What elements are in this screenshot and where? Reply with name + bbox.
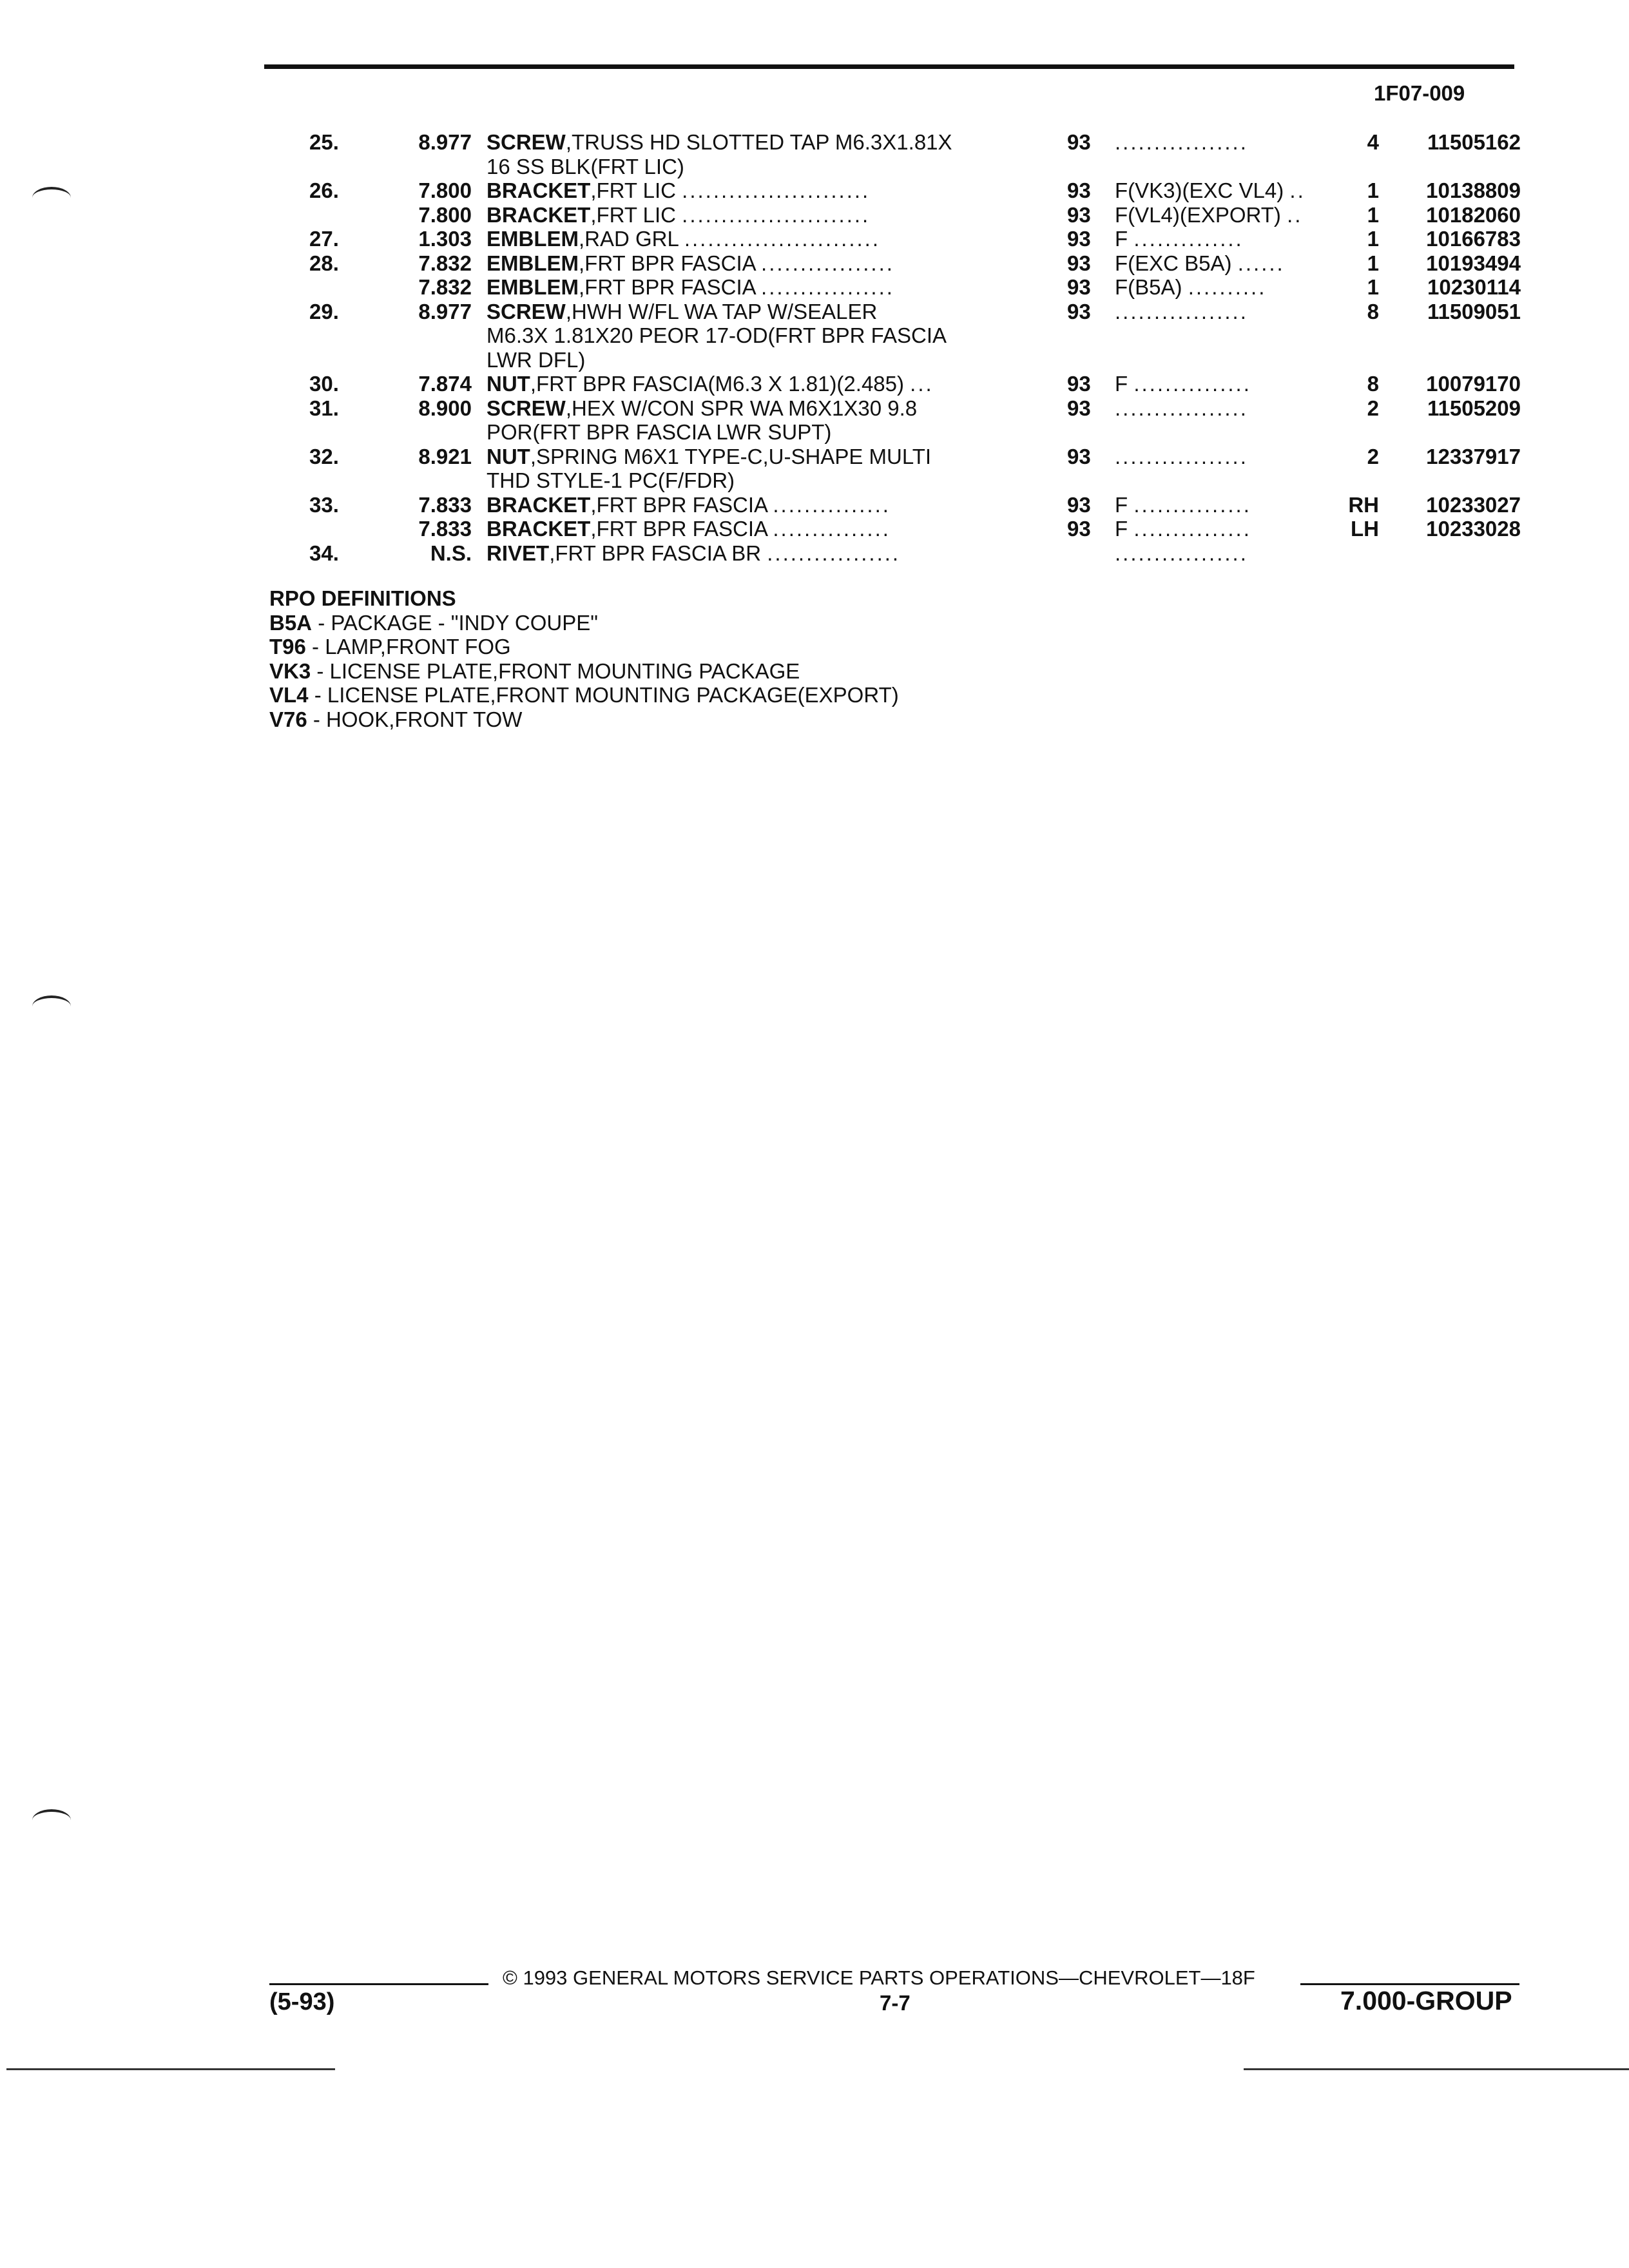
rpo-code: V76 <box>269 707 307 731</box>
rpo-code: VK3 <box>269 658 311 683</box>
parts-row <box>0 251 1629 276</box>
usage-code <box>1115 227 1334 251</box>
part-number: 10138809 <box>1426 178 1521 202</box>
leader-dots: .............. <box>1133 227 1244 251</box>
parts-row <box>0 203 1629 227</box>
quantity: 8 <box>1367 372 1379 396</box>
part-name: BRACKET <box>487 492 591 517</box>
usage-code <box>1115 203 1334 227</box>
group-number: 8.921 <box>418 444 472 468</box>
description-text: ,HEX W/CON SPR WA M6X1X30 9.8 <box>565 396 918 420</box>
description-text: ,TRUSS HD SLOTTED TAP M6.3X1.81X <box>565 130 952 154</box>
usage-text: F(B5A) <box>1115 275 1182 299</box>
item-number: 27. <box>309 227 339 251</box>
description-line <box>487 323 1015 348</box>
part-description <box>487 227 1015 251</box>
description-line <box>487 541 1015 566</box>
item-number: 34. <box>309 541 339 565</box>
part-name: NUT <box>487 372 530 396</box>
description-text: LWR DFL) <box>487 347 586 372</box>
rpo-definition <box>269 635 899 659</box>
quantity: 1 <box>1367 202 1379 227</box>
leader-dots: ................. <box>767 541 901 565</box>
usage-code <box>1115 372 1334 396</box>
model-year: 93 <box>1067 178 1091 202</box>
item-number: 26. <box>309 178 339 202</box>
model-year: 93 <box>1067 202 1091 227</box>
description-text: THD STYLE-1 PC(F/FDR) <box>487 468 735 492</box>
model-year: 93 <box>1067 275 1091 299</box>
description-text: ,FRT LIC <box>590 178 676 202</box>
description-text: ,FRT BPR FASCIA(M6.3 X 1.81)(2.485) <box>530 372 904 396</box>
part-number: 10230114 <box>1427 275 1521 299</box>
part-name: BRACKET <box>487 178 591 202</box>
model-year: 93 <box>1067 227 1091 251</box>
usage-text: F(VL4)(EXPORT) <box>1115 202 1281 227</box>
model-year: 93 <box>1067 517 1091 541</box>
part-number: 10182060 <box>1426 202 1521 227</box>
rpo-heading: RPO DEFINITIONS <box>269 586 456 610</box>
description-text: ,FRT LIC <box>590 202 676 227</box>
quantity: RH <box>1348 492 1379 517</box>
leader-dots: ............... <box>1133 372 1251 396</box>
usage-code <box>1115 396 1334 421</box>
parts-row <box>0 300 1629 372</box>
part-number: 10233027 <box>1426 492 1521 517</box>
item-number: 25. <box>309 130 339 154</box>
bottom-rule <box>6 2068 335 2070</box>
rpo-definition <box>269 611 899 635</box>
rpo-text: - HOOK,FRONT TOW <box>307 707 523 731</box>
part-description <box>487 493 1015 517</box>
description-text: ,FRT BPR FASCIA <box>579 275 755 299</box>
group-number: 7.833 <box>418 517 472 541</box>
description-text: ,FRT BPR FASCIA <box>579 251 755 275</box>
model-year: 93 <box>1067 299 1091 323</box>
footer-rule <box>269 1983 488 1985</box>
part-description <box>487 251 1015 276</box>
leader-dots: .. <box>1289 178 1306 202</box>
quantity: 1 <box>1367 275 1379 299</box>
usage-text: F <box>1115 517 1128 541</box>
top-rule <box>264 64 1514 69</box>
parts-row <box>0 372 1629 396</box>
page-number: 7-7 <box>880 1991 911 2015</box>
group-number: 7.832 <box>418 251 472 275</box>
rpo-text: - PACKAGE - "INDY COUPE" <box>312 610 598 635</box>
description-line <box>487 420 1015 445</box>
part-name: BRACKET <box>487 517 591 541</box>
quantity: 2 <box>1367 396 1379 420</box>
group-number: 8.900 <box>418 396 472 420</box>
usage-code <box>1115 130 1334 155</box>
model-year: 93 <box>1067 251 1091 275</box>
rpo-text: - LICENSE PLATE,FRONT MOUNTING PACKAGE(EXPORT) <box>308 683 899 707</box>
group-number: N.S. <box>430 541 472 565</box>
parts-list <box>0 130 1629 565</box>
description-line <box>487 300 1015 324</box>
description-text: 16 SS BLK(FRT LIC) <box>487 154 684 178</box>
part-description <box>487 203 1015 227</box>
leader-dots: ................. <box>1115 541 1248 565</box>
part-description <box>487 275 1015 300</box>
description-line <box>487 493 1015 517</box>
part-number: 10166783 <box>1426 227 1521 251</box>
description-text: ,FRT BPR FASCIA BR <box>549 541 762 565</box>
leader-dots: ............... <box>773 492 891 517</box>
parts-row <box>0 227 1629 251</box>
part-name: NUT <box>487 444 530 468</box>
parts-row <box>0 275 1629 300</box>
model-year: 93 <box>1067 492 1091 517</box>
rpo-code: T96 <box>269 635 306 658</box>
description-text: ,SPRING M6X1 TYPE-C,U-SHAPE MULTI <box>530 444 932 468</box>
leader-dots: ........................ <box>682 178 871 202</box>
bottom-rule <box>1244 2068 1629 2070</box>
part-number: 10193494 <box>1426 251 1521 275</box>
usage-code <box>1115 493 1334 517</box>
part-description <box>487 541 1015 566</box>
parts-row <box>0 445 1629 493</box>
rpo-definition-list <box>269 611 899 732</box>
leader-dots: ................. <box>761 275 894 299</box>
leader-dots: .. <box>1287 202 1303 227</box>
part-number: 10079170 <box>1426 372 1521 396</box>
part-name: SCREW <box>487 130 566 154</box>
group-number: 7.833 <box>418 492 472 517</box>
model-year: 93 <box>1067 396 1091 420</box>
description-line <box>487 348 1015 372</box>
model-year: 93 <box>1067 130 1091 154</box>
group-number: 8.977 <box>418 299 472 323</box>
description-text: ,FRT BPR FASCIA <box>590 492 767 517</box>
description-line <box>487 203 1015 227</box>
group-number: 1.303 <box>418 227 472 251</box>
item-number: 31. <box>309 396 339 420</box>
quantity: 1 <box>1367 251 1379 275</box>
copyright-notice: © 1993 GENERAL MOTORS SERVICE PARTS OPERATIONS—CHEVROLET—18F <box>503 1966 1255 1989</box>
part-description <box>487 178 1015 203</box>
description-line <box>487 275 1015 300</box>
binder-hole-mark <box>32 995 71 1017</box>
description-line <box>487 130 1015 155</box>
usage-text: F(VK3)(EXC VL4) <box>1115 178 1284 202</box>
leader-dots: ............... <box>1133 517 1251 541</box>
rpo-text: - LAMP,FRONT FOG <box>305 635 511 658</box>
part-name: BRACKET <box>487 202 591 227</box>
part-name: EMBLEM <box>487 251 579 275</box>
rpo-text: - LICENSE PLATE,FRONT MOUNTING PACKAGE <box>311 658 800 683</box>
parts-row <box>0 178 1629 203</box>
part-number: 12337917 <box>1426 444 1521 468</box>
parts-row <box>0 130 1629 178</box>
usage-code <box>1115 251 1334 276</box>
leader-dots: ...... <box>1237 251 1285 275</box>
part-name: RIVET <box>487 541 550 565</box>
parts-row <box>0 541 1629 566</box>
rpo-definition <box>269 659 899 684</box>
model-year: 93 <box>1067 372 1091 396</box>
item-number: 33. <box>309 492 339 517</box>
part-name: SCREW <box>487 299 566 323</box>
usage-text: F(EXC B5A) <box>1115 251 1232 275</box>
part-description <box>487 300 1015 372</box>
part-description <box>487 130 1015 178</box>
quantity: 8 <box>1367 299 1379 323</box>
leader-dots: ................. <box>1115 130 1248 154</box>
description-line <box>487 251 1015 276</box>
rpo-code: B5A <box>269 610 313 635</box>
leader-dots: ................. <box>761 251 894 275</box>
description-line <box>487 227 1015 251</box>
description-line <box>487 155 1015 179</box>
group-number: 7.874 <box>418 372 472 396</box>
group-number: 7.800 <box>418 202 472 227</box>
usage-code <box>1115 300 1334 324</box>
usage-code <box>1115 541 1334 566</box>
part-name: EMBLEM <box>487 275 579 299</box>
description-line <box>487 372 1015 396</box>
group-number: 7.800 <box>418 178 472 202</box>
quantity: 1 <box>1367 178 1379 202</box>
leader-dots: ........................ <box>682 202 871 227</box>
quantity: 1 <box>1367 227 1379 251</box>
leader-dots: ................. <box>1115 299 1248 323</box>
usage-code <box>1115 178 1334 203</box>
group-number: 8.977 <box>418 130 472 154</box>
description-line <box>487 178 1015 203</box>
description-line <box>487 517 1015 541</box>
part-number: 11505162 <box>1427 130 1521 154</box>
group-number: 7.832 <box>418 275 472 299</box>
part-description <box>487 396 1015 445</box>
parts-row <box>0 517 1629 541</box>
rpo-definition <box>269 707 899 732</box>
rpo-code: VL4 <box>269 683 309 707</box>
description-line <box>487 445 1015 469</box>
group-label: 7.000-GROUP <box>1340 1986 1512 2015</box>
leader-dots: ................. <box>1115 444 1248 468</box>
part-number: 10233028 <box>1426 517 1521 541</box>
usage-code <box>1115 517 1334 541</box>
item-number: 32. <box>309 444 339 468</box>
quantity: LH <box>1351 517 1379 541</box>
usage-code <box>1115 275 1334 300</box>
item-number: 28. <box>309 251 339 275</box>
part-number: 11509051 <box>1427 299 1521 323</box>
part-number: 11505209 <box>1427 396 1521 420</box>
usage-text: F <box>1115 227 1128 251</box>
part-description <box>487 445 1015 493</box>
revision-date: (5-93) <box>269 1988 335 2015</box>
leader-dots: ............... <box>773 517 891 541</box>
description-text: ,RAD GRL <box>579 227 679 251</box>
quantity: 4 <box>1367 130 1379 154</box>
leader-dots: ......................... <box>684 227 881 251</box>
model-year: 93 <box>1067 444 1091 468</box>
part-description <box>487 372 1015 396</box>
part-name: SCREW <box>487 396 566 420</box>
leader-dots: .......... <box>1188 275 1267 299</box>
usage-text: F <box>1115 492 1128 517</box>
description-line <box>487 468 1015 493</box>
item-number: 29. <box>309 299 339 323</box>
page-code: 1F07-009 <box>1374 81 1465 105</box>
quantity: 2 <box>1367 444 1379 468</box>
description-text: POR(FRT BPR FASCIA LWR SUPT) <box>487 420 832 444</box>
description-text: ,HWH W/FL WA TAP W/SEALER <box>565 299 878 323</box>
rpo-definitions <box>269 586 899 731</box>
description-text: ,FRT BPR FASCIA <box>590 517 767 541</box>
leader-dots: ... <box>910 372 934 396</box>
binder-hole-mark <box>32 1809 71 1831</box>
rpo-definition <box>269 683 899 707</box>
parts-row <box>0 493 1629 517</box>
parts-row <box>0 396 1629 445</box>
item-number: 30. <box>309 372 339 396</box>
footer-rule <box>1300 1983 1519 1985</box>
description-text: M6.3X 1.81X20 PEOR 17-OD(FRT BPR FASCIA <box>487 323 947 347</box>
usage-code <box>1115 445 1334 469</box>
usage-text: F <box>1115 372 1128 396</box>
part-description <box>487 517 1015 541</box>
leader-dots: ............... <box>1133 492 1251 517</box>
leader-dots: ................. <box>1115 396 1248 420</box>
part-name: EMBLEM <box>487 227 579 251</box>
description-line <box>487 396 1015 421</box>
